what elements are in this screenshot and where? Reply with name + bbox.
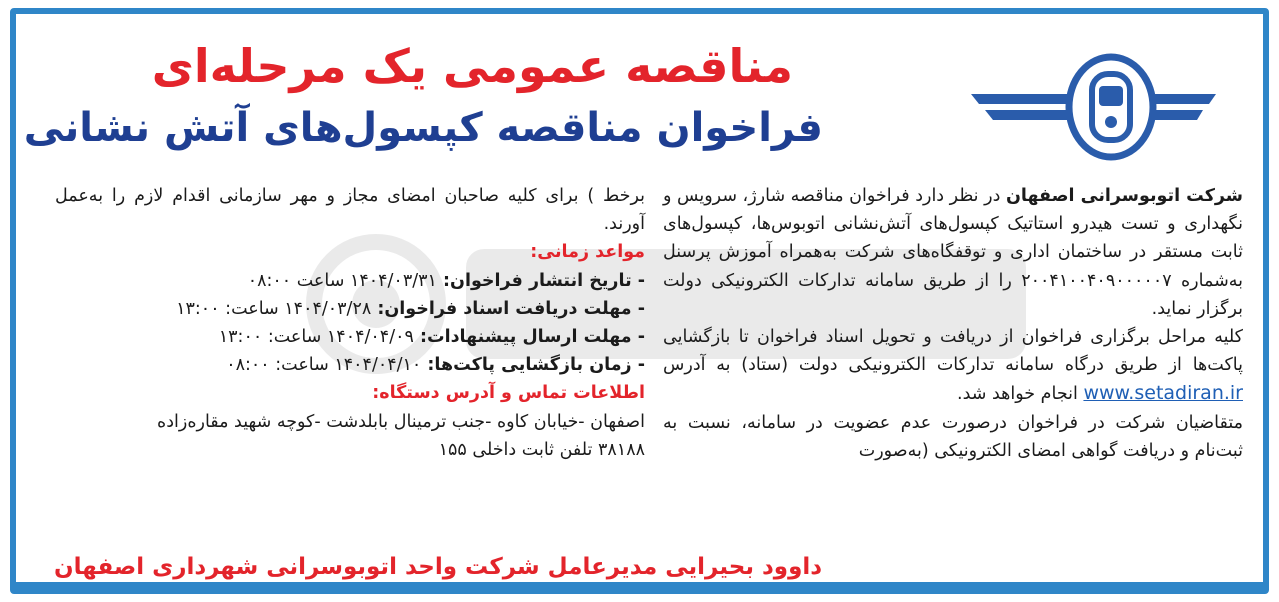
contact-heading: اطلاعات تماس و آدرس دستگاه: — [372, 383, 645, 404]
company-name: شرکت اتوبوسرانی اصفهان — [1005, 186, 1243, 206]
process-text-end: انجام خواهد شد. — [957, 384, 1084, 405]
registration-paragraph-continued: برخط ) برای کلیه صاحبان امضای مجاز و مهر سازمانی اقدام لازم را به‌عمل آورند. — [55, 186, 645, 235]
bus-company-logo-icon — [961, 52, 1226, 162]
registration-paragraph: متقاضیان شرکت در فراخوان درصورت عدم عضویت در سامانه، نسبت به ثبت‌نام و دریافت گواهی امضای الکترونیکی (به‌صورت — [663, 412, 1243, 461]
schedule-item — [55, 295, 645, 323]
schedule-label: - مهلت ارسال پیشنهادات: — [413, 327, 645, 348]
footer-divider — [16, 582, 1263, 588]
process-paragraph — [663, 323, 1243, 409]
advertisement-frame — [10, 8, 1269, 594]
footer — [16, 538, 1263, 588]
setadiran-link[interactable]: www.setadiran.ir — [1083, 382, 1243, 405]
schedule-value: ۱۴۰۴/۰۳/۲۸ ساعت: ۱۳:۰۰ — [176, 298, 372, 319]
intro-text: در نظر دارد فراخوان مناقصه شارژ، سرویس و نگهداری و تست هیدرو استاتیک کپسول‌های آتش‌نشانی اتوبوس‌ها، کپسول‌های ثابت مستقر در ساختمان اداری و توقفگاه‌های شرکت به‌همراه آموزش پرسنل به‌شماره ۲۰۰۴۱۰۰۴۰۹۰۰۰۰۰۷ را از طریق سامانه تدارکات الکترونیکی دولت برگزار نماید. — [663, 186, 1243, 319]
schedule-item — [55, 323, 645, 351]
schedule-value: ۱۴۰۴/۰۳/۳۱ ساعت ۰۸:۰۰ — [247, 270, 437, 291]
header — [16, 14, 1263, 184]
page-title: مناقصه عمومی یک مرحله‌ای — [151, 39, 793, 93]
schedule-label: - مهلت دریافت اسناد فراخوان: — [371, 298, 645, 319]
schedule-label: - تاریخ انتشار فراخوان: — [436, 270, 645, 291]
schedule-item — [55, 267, 645, 295]
schedule-item — [55, 351, 645, 379]
right-column — [663, 182, 1243, 465]
schedule-heading: مواعد زمانی: — [530, 242, 645, 263]
schedule-label: - زمان بازگشایی پاکت‌ها: — [421, 355, 645, 376]
process-text: کلیه مراحل برگزاری فراخوان از دریافت و تحویل اسناد فراخوان تا بازگشایی پاکت‌ها از طریق درگاه سامانه تدارکات الکترونیکی دولت (ستاد) به آدرس — [663, 327, 1243, 376]
intro-paragraph — [663, 182, 1243, 323]
phone: ۳۸۱۸۸ تلفن ثابت داخلی ۱۵۵ — [438, 439, 645, 460]
schedule-value: ۱۴۰۴/۰۴/۱۰ ساعت: ۰۸:۰۰ — [226, 355, 422, 376]
signature: داوود بحیرایی مدیرعامل شرکت واحد اتوبوسرانی شهرداری اصفهان — [54, 554, 823, 580]
page-subtitle: فراخوان مناقصه کپسول‌های آتش نشانی — [23, 105, 823, 151]
left-column — [55, 182, 645, 464]
schedule-value: ۱۴۰۴/۰۴/۰۹ ساعت: ۱۳:۰۰ — [218, 327, 414, 348]
address: اصفهان -خیابان کاوه -جنب ترمینال بابلدشت -کوچه شهید مقاره‌زاده — [157, 411, 645, 432]
